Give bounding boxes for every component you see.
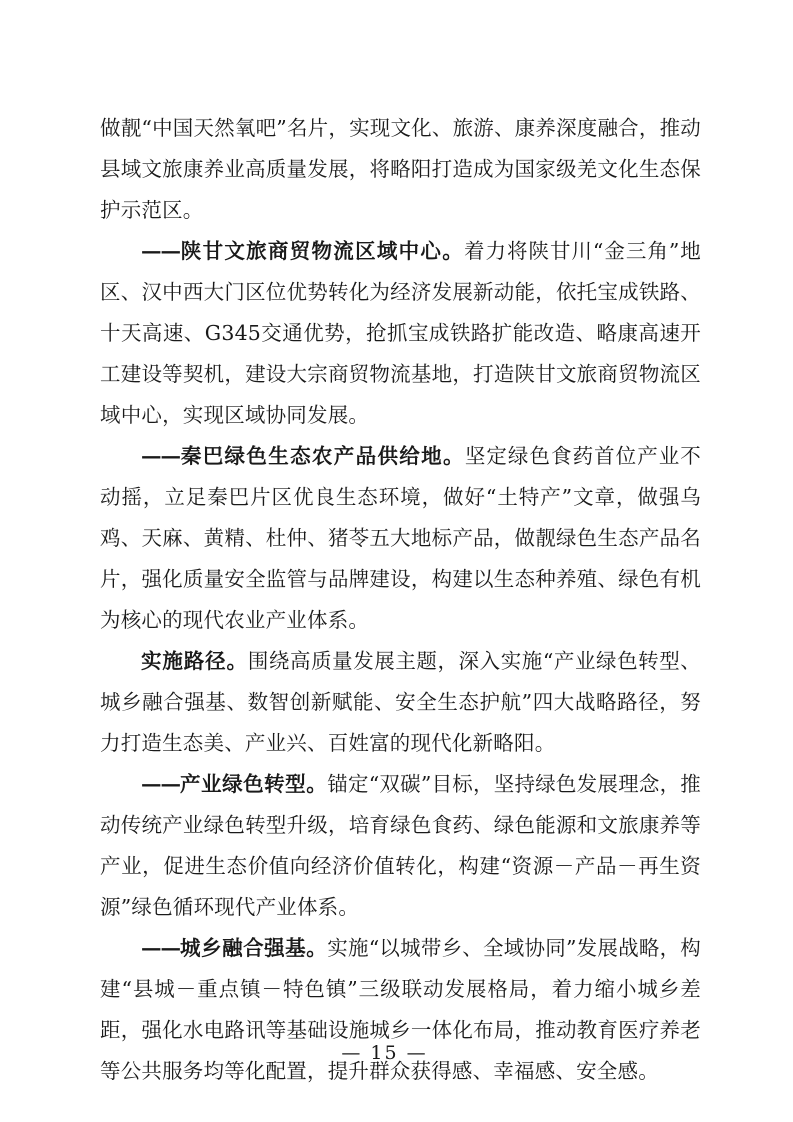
paragraph	[100, 928, 701, 1092]
paragraph-text: 锚定“双碳”目标，坚持绿色发展理念，推动传统产业绿色转型升级，培育绿色食药、绿色能源和文旅康养等产业，促进生态价值向经济价值转化，构建“资源－产品－再生资源”绿色循环现代产业体系。	[100, 772, 702, 919]
paragraph-text: 做靓“中国天然氧吧”名片，实现文化、旅游、康养深度融合，推动县域文旅康养业高质量发展，将略阳打造成为国家级羌文化生态保护示范区。	[100, 116, 701, 222]
paragraph-dash: ——	[141, 936, 180, 960]
paragraph-text: 围绕高质量发展主题，深入实施“产业绿色转型、城乡融合强基、数智创新赋能、安全生态护航”四大战略路径，努力打造生态美、产业兴、百姓富的现代化新略阳。	[100, 649, 701, 755]
paragraph-text: 实施“以城带乡、全域协同”发展战略，构建“县城－重点镇－特色镇”三级联动发展格局，着力缩小城乡差距，强化水电路讯等基础设施城乡一体化布局，推动教育医疗养老等公共服务均等化配置，提升群众获得感、幸福感、安全感。	[100, 936, 702, 1083]
paragraph	[100, 231, 701, 436]
document-body	[100, 108, 701, 1092]
paragraph-dash: ——	[141, 444, 180, 468]
paragraph-text: 着力将陕甘川“金三角”地区、汉中西大门区位优势转化为经济发展新动能，依托宝成铁路、十天高速、G345交通优势，抢抓宝成铁路扩能改造、略康高速开工建设等契机，建设大宗商贸物流基地，打造陕甘文旅商贸物流区域中心，实现区域协同发展。	[100, 239, 701, 427]
paragraph-lead: 实施路径。	[141, 649, 248, 673]
paragraph-text: 坚定绿色食药首位产业不动摇，立足秦巴片区优良生态环境，做好“土特产”文章，做强乌鸡、天麻、黄精、杜仲、猪苓五大地标产品，做靓绿色生态产品名片，强化质量安全监管与品牌建设，构建以生态种养殖、绿色有机为核心的现代农业产业体系。	[100, 444, 702, 632]
paragraph-lead: 产业绿色转型。	[180, 772, 328, 796]
paragraph-dash: ——	[141, 772, 180, 796]
paragraph-lead: 城乡融合强基。	[180, 936, 328, 960]
paragraph	[100, 764, 701, 928]
paragraph	[100, 108, 701, 231]
paragraph	[100, 436, 701, 641]
page-number	[0, 1042, 793, 1064]
page-number-text: — 15 —	[341, 1042, 428, 1064]
paragraph-lead: 秦巴绿色生态农产品供给地。	[180, 444, 465, 468]
paragraph	[100, 641, 701, 764]
paragraph-lead: 陕甘文旅商贸物流区域中心。	[180, 239, 464, 263]
paragraph-dash: ——	[141, 239, 180, 263]
